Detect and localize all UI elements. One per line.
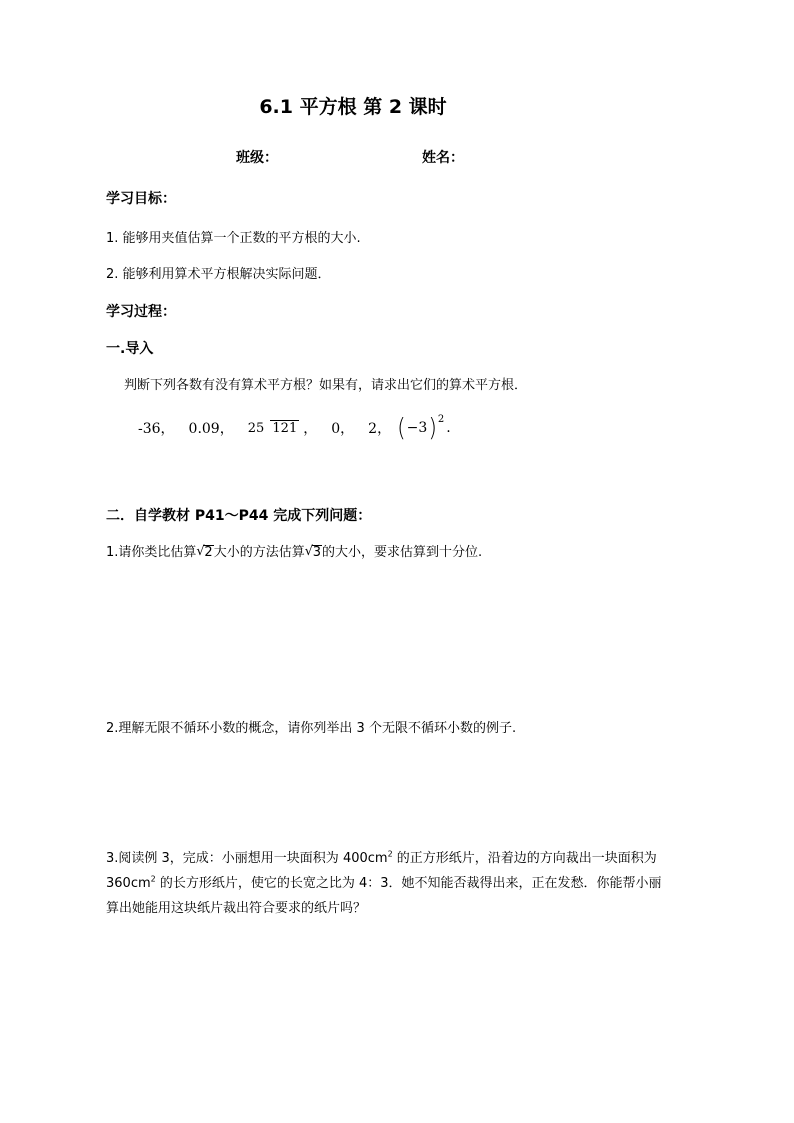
question-1-post: 的大小，要求估算到十分位. — [321, 545, 483, 560]
section1-prompt: 判断下列各数有没有算术平方根？如果有，请求出它们的算术平方根． — [124, 378, 528, 393]
radical-icon: √ — [304, 544, 313, 559]
radicand-2: 2 — [204, 545, 213, 560]
superscript-2: 2 — [150, 874, 156, 884]
question-1 — [106, 541, 482, 560]
question-3-line-2-b: 的长方形纸片，使它的长宽之比为 4：3．她不知能否裁得出来，正在发愁．你能帮小丽 — [155, 876, 662, 891]
paren-open: ( — [397, 413, 406, 443]
paren-inner: −3 — [406, 420, 428, 436]
class-label: 班级： — [236, 150, 278, 166]
number-list — [138, 408, 451, 448]
question-1-mid: 大小的方法估算 — [213, 545, 305, 560]
section2-heading: 二．自学教材 P41～P44 完成下列问题： — [106, 508, 372, 524]
paren-close: ) — [428, 413, 437, 443]
question-2: 2.理解无限不循环小数的概念，请你列举出 3 个无限不循环小数的例子. — [106, 721, 517, 736]
question-3-line-2-a: 360cm — [106, 876, 151, 891]
goals-heading: 学习目标： — [106, 191, 176, 207]
question-3-line-1-b: 的正方形纸片，沿着边的方向裁出一块面积为 — [392, 851, 657, 866]
question-3-line-2 — [106, 872, 662, 891]
sqrt-3 — [305, 545, 322, 560]
goal-item-1: 1. 能够用夹值估算一个正数的平方根的大小. — [106, 231, 361, 246]
fraction-numerator: 25 — [247, 420, 265, 436]
exponent-2: 2 — [437, 413, 445, 425]
radical-icon: √ — [196, 544, 205, 559]
goal-item-2: 2. 能够利用算术平方根解决实际问题． — [106, 267, 331, 282]
sqrt-2 — [196, 545, 213, 560]
question-3-line-3: 算出她能用这块纸片裁出符合要求的纸片吗？ — [106, 901, 367, 916]
list-end: . — [446, 420, 451, 436]
radicand-3: 3 — [312, 545, 321, 560]
page-title: 6.1 平方根 第 2 课时 — [259, 96, 447, 118]
fraction-25-121 — [246, 420, 300, 437]
superscript-2: 2 — [387, 849, 393, 859]
number-0-09: 0.09， — [188, 421, 234, 437]
fraction-separator: ， — [303, 421, 318, 437]
section1-heading: 一.导入 — [106, 341, 154, 357]
number-0: 0， — [331, 421, 355, 437]
process-heading: 学习过程： — [106, 304, 176, 320]
number-neg36: -36， — [138, 421, 175, 437]
number-2: 2， — [368, 421, 392, 437]
fraction-denominator: 121 — [272, 420, 298, 436]
question-3-line-1 — [106, 847, 657, 866]
question-3-line-1-a: 3.阅读例 3，完成：小丽想用一块面积为 400cm — [106, 851, 388, 866]
name-label: 姓名： — [422, 150, 464, 166]
question-1-pre: 1.请你类比估算 — [106, 545, 197, 560]
